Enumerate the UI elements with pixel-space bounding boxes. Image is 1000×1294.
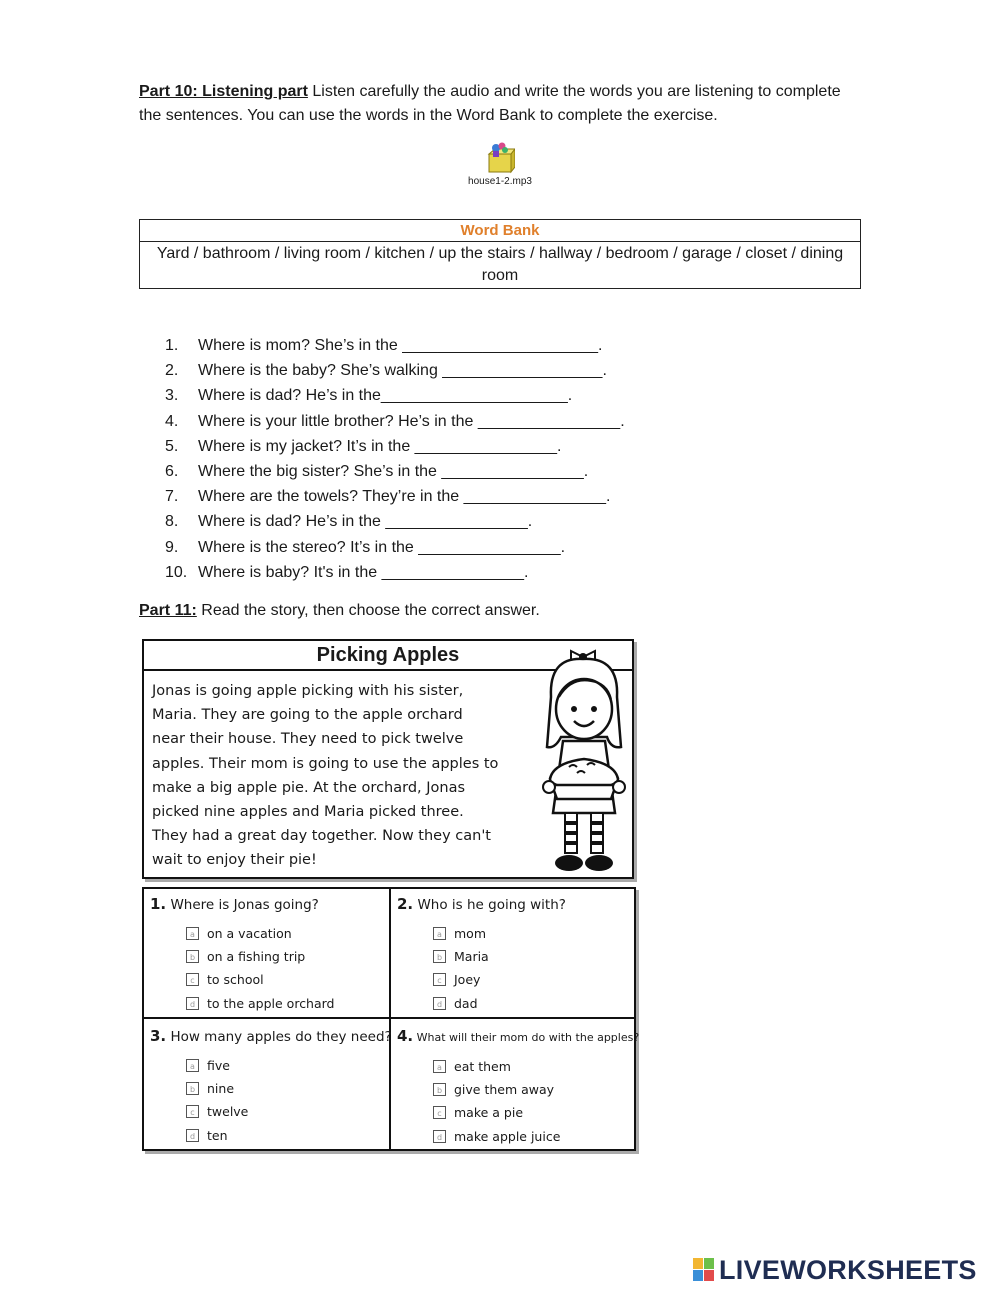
quiz-question-text	[150, 1027, 392, 1046]
checkbox[interactable]: d	[433, 1130, 446, 1143]
quiz-option-text: Maria	[454, 949, 489, 965]
quiz-option-text: dad	[454, 995, 478, 1011]
story-line: picked nine apples and Maria picked three.	[152, 804, 464, 821]
checkbox[interactable]: a	[186, 1059, 199, 1072]
question-text[interactable]: Where is my jacket? It’s in the ________________.	[198, 437, 562, 455]
story-line: They had a great day together. Now they can't	[152, 828, 491, 845]
word-bank-words: Yard / bathroom / living room / kitchen / up the stairs / hallway / bedroom / garage / closet / dining room	[156, 245, 844, 284]
story-text	[152, 679, 522, 873]
girl-with-pie-illustration	[531, 637, 639, 879]
word-bank	[139, 219, 861, 289]
part11-label: Part 11:	[139, 602, 197, 619]
quiz-option[interactable]	[186, 945, 335, 968]
quiz-option[interactable]	[433, 1101, 639, 1124]
checkbox[interactable]: d	[186, 997, 199, 1010]
question-item[interactable]	[165, 358, 625, 383]
liveworksheets-logo	[693, 1256, 977, 1284]
quiz-option-text: twelve	[207, 1104, 249, 1120]
story-line: near their house. They need to pick twelve	[152, 731, 464, 748]
question-text[interactable]: Where is the stereo? It’s in the ________________.	[198, 538, 566, 556]
quiz-option[interactable]	[186, 992, 335, 1015]
listening-questions	[165, 333, 625, 585]
story-line: Maria. They are going to the apple orchard	[152, 707, 463, 724]
part10-text: Listen carefully the audio and write the words you are listening to complete the sentences. You can use the words in the Word Bank to complete the exercise.	[139, 83, 841, 124]
question-number: 1.	[165, 337, 179, 354]
audio-file[interactable]	[455, 142, 545, 187]
quiz-question-3	[150, 1027, 392, 1147]
question-number: 6.	[165, 462, 179, 480]
checkbox[interactable]: c	[186, 973, 199, 986]
checkbox[interactable]: c	[186, 1105, 199, 1118]
quiz-question-label: What will their mom do with the apples?	[416, 1031, 640, 1044]
quiz-option[interactable]	[433, 992, 566, 1015]
question-number: 7.	[165, 488, 179, 506]
logo-blocks-icon	[693, 1258, 715, 1282]
question-item[interactable]	[165, 333, 625, 358]
quiz-option-text: five	[207, 1058, 230, 1074]
question-text[interactable]: Where is the baby? She’s walking __________________.	[198, 362, 607, 380]
question-number: 5.	[165, 437, 179, 455]
question-item[interactable]	[165, 409, 625, 434]
quiz-option[interactable]	[186, 1077, 392, 1100]
quiz-option[interactable]	[186, 1054, 392, 1077]
question-text[interactable]: Where are the towels? They’re in the ________________.	[198, 488, 611, 506]
question-item[interactable]	[165, 383, 625, 408]
quiz-option-text: on a fishing trip	[207, 949, 306, 965]
quiz-question-number: 4.	[397, 1027, 414, 1045]
quiz-option-text: to school	[207, 972, 264, 988]
quiz-option-text: ten	[207, 1127, 228, 1143]
quiz-option-text: mom	[454, 926, 487, 942]
quiz-question-text	[397, 1027, 639, 1047]
checkbox[interactable]: a	[186, 927, 199, 940]
quiz-option[interactable]	[186, 968, 335, 991]
checkbox[interactable]: c	[433, 1106, 446, 1119]
audio-file-icon[interactable]	[485, 142, 515, 174]
question-text[interactable]: Where is mom? She’s in the ______________________.	[198, 337, 603, 354]
quiz-option[interactable]	[186, 1124, 392, 1147]
checkbox[interactable]: b	[433, 950, 446, 963]
quiz-option[interactable]	[433, 945, 566, 968]
question-item[interactable]	[165, 459, 625, 484]
question-text[interactable]: Where is dad? He’s in the_____________________.	[198, 387, 573, 405]
quiz-option[interactable]	[433, 1125, 639, 1148]
part10-instructions	[139, 80, 864, 128]
checkbox[interactable]: b	[186, 950, 199, 963]
quiz-option-text: Joey	[454, 972, 481, 988]
checkbox[interactable]: b	[433, 1083, 446, 1096]
story-title: Picking Apples	[144, 641, 632, 671]
quiz-question-2	[397, 895, 566, 1015]
quiz-grid	[142, 887, 640, 1151]
quiz-question-label: How many apples do they need?	[170, 1029, 392, 1045]
question-number: 8.	[165, 513, 179, 531]
quiz-question-label: Where is Jonas going?	[170, 897, 319, 913]
quiz-question-number: 1.	[150, 895, 167, 913]
quiz-divider-horizontal	[144, 1017, 634, 1019]
quiz-question-label: Who is he going with?	[417, 897, 566, 913]
story-line: apples. Their mom is going to use the apples to	[152, 755, 499, 772]
quiz-option-text: nine	[207, 1081, 235, 1097]
question-text[interactable]: Where is baby? It's in the ________________.	[198, 563, 529, 581]
question-item[interactable]	[165, 509, 625, 534]
quiz-options	[150, 1054, 392, 1147]
quiz-option-text: on a vacation	[207, 926, 292, 942]
word-bank-title: Word Bank	[140, 220, 860, 242]
story-line: make a big apple pie. At the orchard, Jonas	[152, 779, 466, 796]
checkbox[interactable]: b	[186, 1082, 199, 1095]
question-number: 9.	[165, 538, 179, 556]
question-text[interactable]: Where is your little brother? He’s in the ________________.	[198, 412, 625, 430]
part10-label: Part 10: Listening part	[139, 83, 308, 100]
checkbox[interactable]: d	[433, 997, 446, 1010]
story-line: wait to enjoy their pie!	[152, 852, 317, 869]
quiz-option-text: make apple juice	[454, 1128, 561, 1144]
quiz-option-text: give them away	[454, 1082, 555, 1098]
quiz-option[interactable]	[433, 1078, 639, 1101]
quiz-option-text: make a pie	[454, 1105, 524, 1121]
quiz-options	[397, 922, 566, 1015]
question-number: 2.	[165, 362, 179, 380]
part11-text: Read the story, then choose the correct answer.	[196, 602, 540, 619]
question-number: 4.	[165, 412, 179, 430]
quiz-options	[397, 1055, 639, 1148]
quiz-option[interactable]	[186, 1100, 392, 1123]
question-item[interactable]	[165, 560, 625, 585]
quiz-option[interactable]	[433, 1055, 639, 1078]
question-item[interactable]	[165, 484, 625, 509]
question-number: 10.	[165, 563, 188, 581]
question-text[interactable]: Where the big sister? She’s in the ________________.	[198, 462, 589, 480]
reading-activity	[139, 637, 639, 1157]
quiz-option[interactable]	[186, 922, 335, 945]
quiz-option-text: eat them	[454, 1059, 511, 1075]
checkbox[interactable]: c	[433, 973, 446, 986]
question-item[interactable]	[165, 434, 625, 459]
quiz-option-text: to the apple orchard	[207, 995, 335, 1011]
quiz-question-text	[397, 895, 566, 914]
quiz-option[interactable]	[433, 922, 566, 945]
checkbox[interactable]: a	[433, 927, 446, 940]
question-item[interactable]	[165, 535, 625, 560]
question-number: 3.	[165, 387, 179, 405]
audio-filename[interactable]: house1-2.mp3	[468, 176, 532, 187]
logo-text: LIVEWORKSHEETS	[719, 1254, 977, 1285]
checkbox[interactable]: d	[186, 1129, 199, 1142]
story-line: Jonas is going apple picking with his sister,	[152, 683, 464, 699]
quiz-question-1	[150, 895, 335, 1015]
quiz-option[interactable]	[433, 968, 566, 991]
quiz-options	[150, 922, 335, 1015]
question-text[interactable]: Where is dad? He’s in the ________________.	[198, 513, 533, 531]
quiz-question-number: 2.	[397, 895, 414, 913]
checkbox[interactable]: a	[433, 1060, 446, 1073]
quiz-question-text	[150, 895, 335, 914]
quiz-question-number: 3.	[150, 1027, 167, 1045]
quiz-question-4	[397, 1027, 639, 1148]
part11-instructions	[139, 600, 540, 622]
